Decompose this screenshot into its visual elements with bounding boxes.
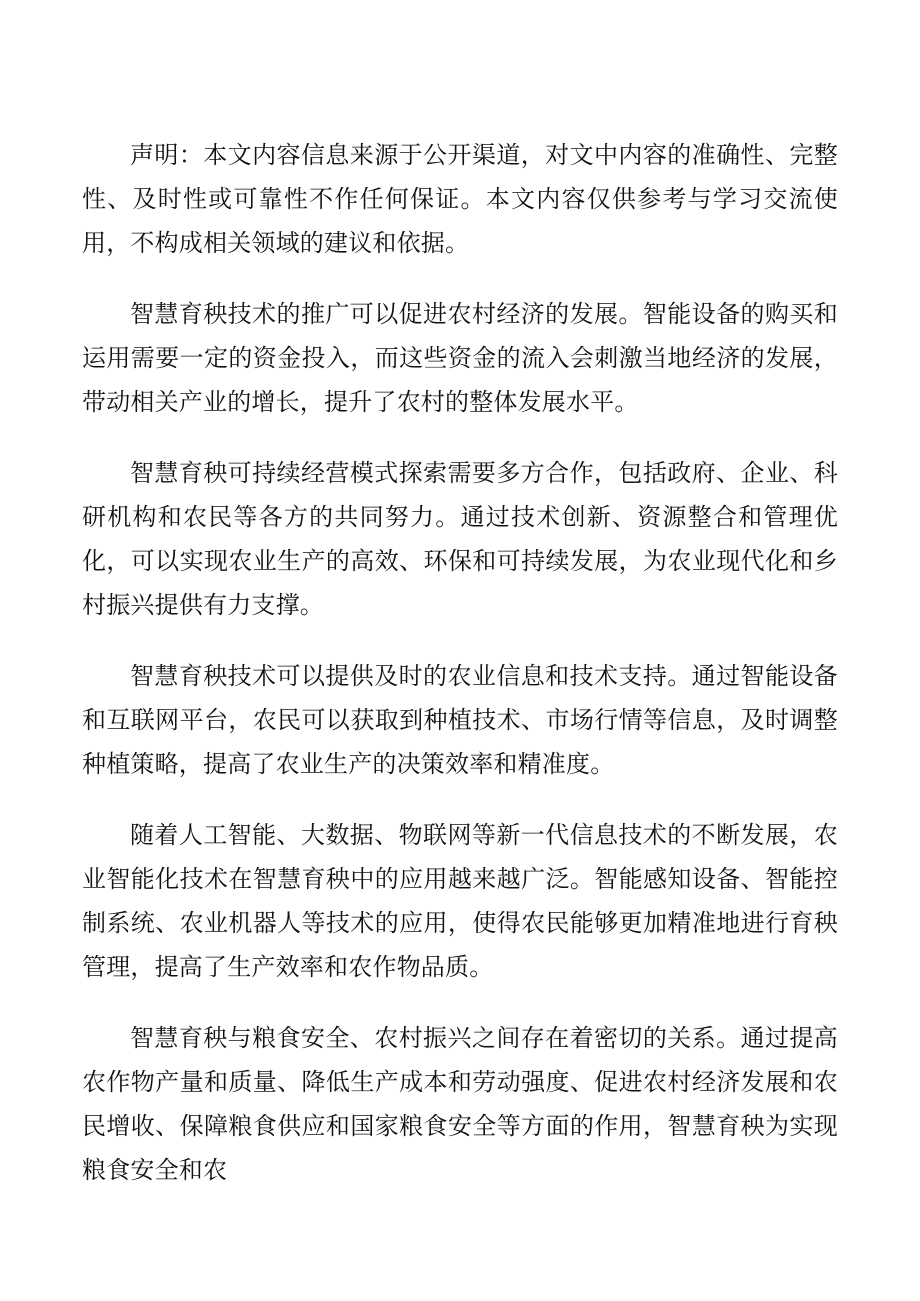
body-paragraph: 智慧育秧与粮食安全、农村振兴之间存在着密切的关系。通过提高农作物产量和质量、降低生产成本和劳动强度、促进农村经济发展和农民增收、保障粮食供应和国家粮食安全等方面的作用，智慧育秧为实现粮食安全和农 bbox=[82, 1024, 838, 1184]
body-paragraph: 随着人工智能、大数据、物联网等新一代信息技术的不断发展，农业智能化技术在智慧育秧中的应用越来越广泛。智能感知设备、智能控制系统、农业机器人等技术的应用，使得农民能够更加精准地进行育秧管理，提高了生产效率和农作物品质。 bbox=[82, 821, 838, 981]
body-paragraph: 智慧育秧技术可以提供及时的农业信息和技术支持。通过智能设备和互联网平台，农民可以获取到种植技术、市场行情等信息，及时调整种植策略，提高了农业生产的决策效率和精准度。 bbox=[82, 662, 838, 778]
document-body bbox=[82, 133, 838, 1219]
body-paragraph: 智慧育秧可持续经营模式探索需要多方合作，包括政府、企业、科研机构和农民等各方的共同努力。通过技术创新、资源整合和管理优化，可以实现农业生产的高效、环保和可持续发展，为农业现代化和乡村振兴提供有力支撑。 bbox=[82, 459, 838, 619]
body-paragraph: 智慧育秧技术的推广可以促进农村经济的发展。智能设备的购买和运用需要一定的资金投入，而这些资金的流入会刺激当地经济的发展，带动相关产业的增长，提升了农村的整体发展水平。 bbox=[82, 300, 838, 416]
disclaimer-paragraph: 声明：本文内容信息来源于公开渠道，对文中内容的准确性、完整性、及时性或可靠性不作任何保证。本文内容仅供参考与学习交流使用，不构成相关领域的建议和依据。 bbox=[82, 141, 838, 257]
